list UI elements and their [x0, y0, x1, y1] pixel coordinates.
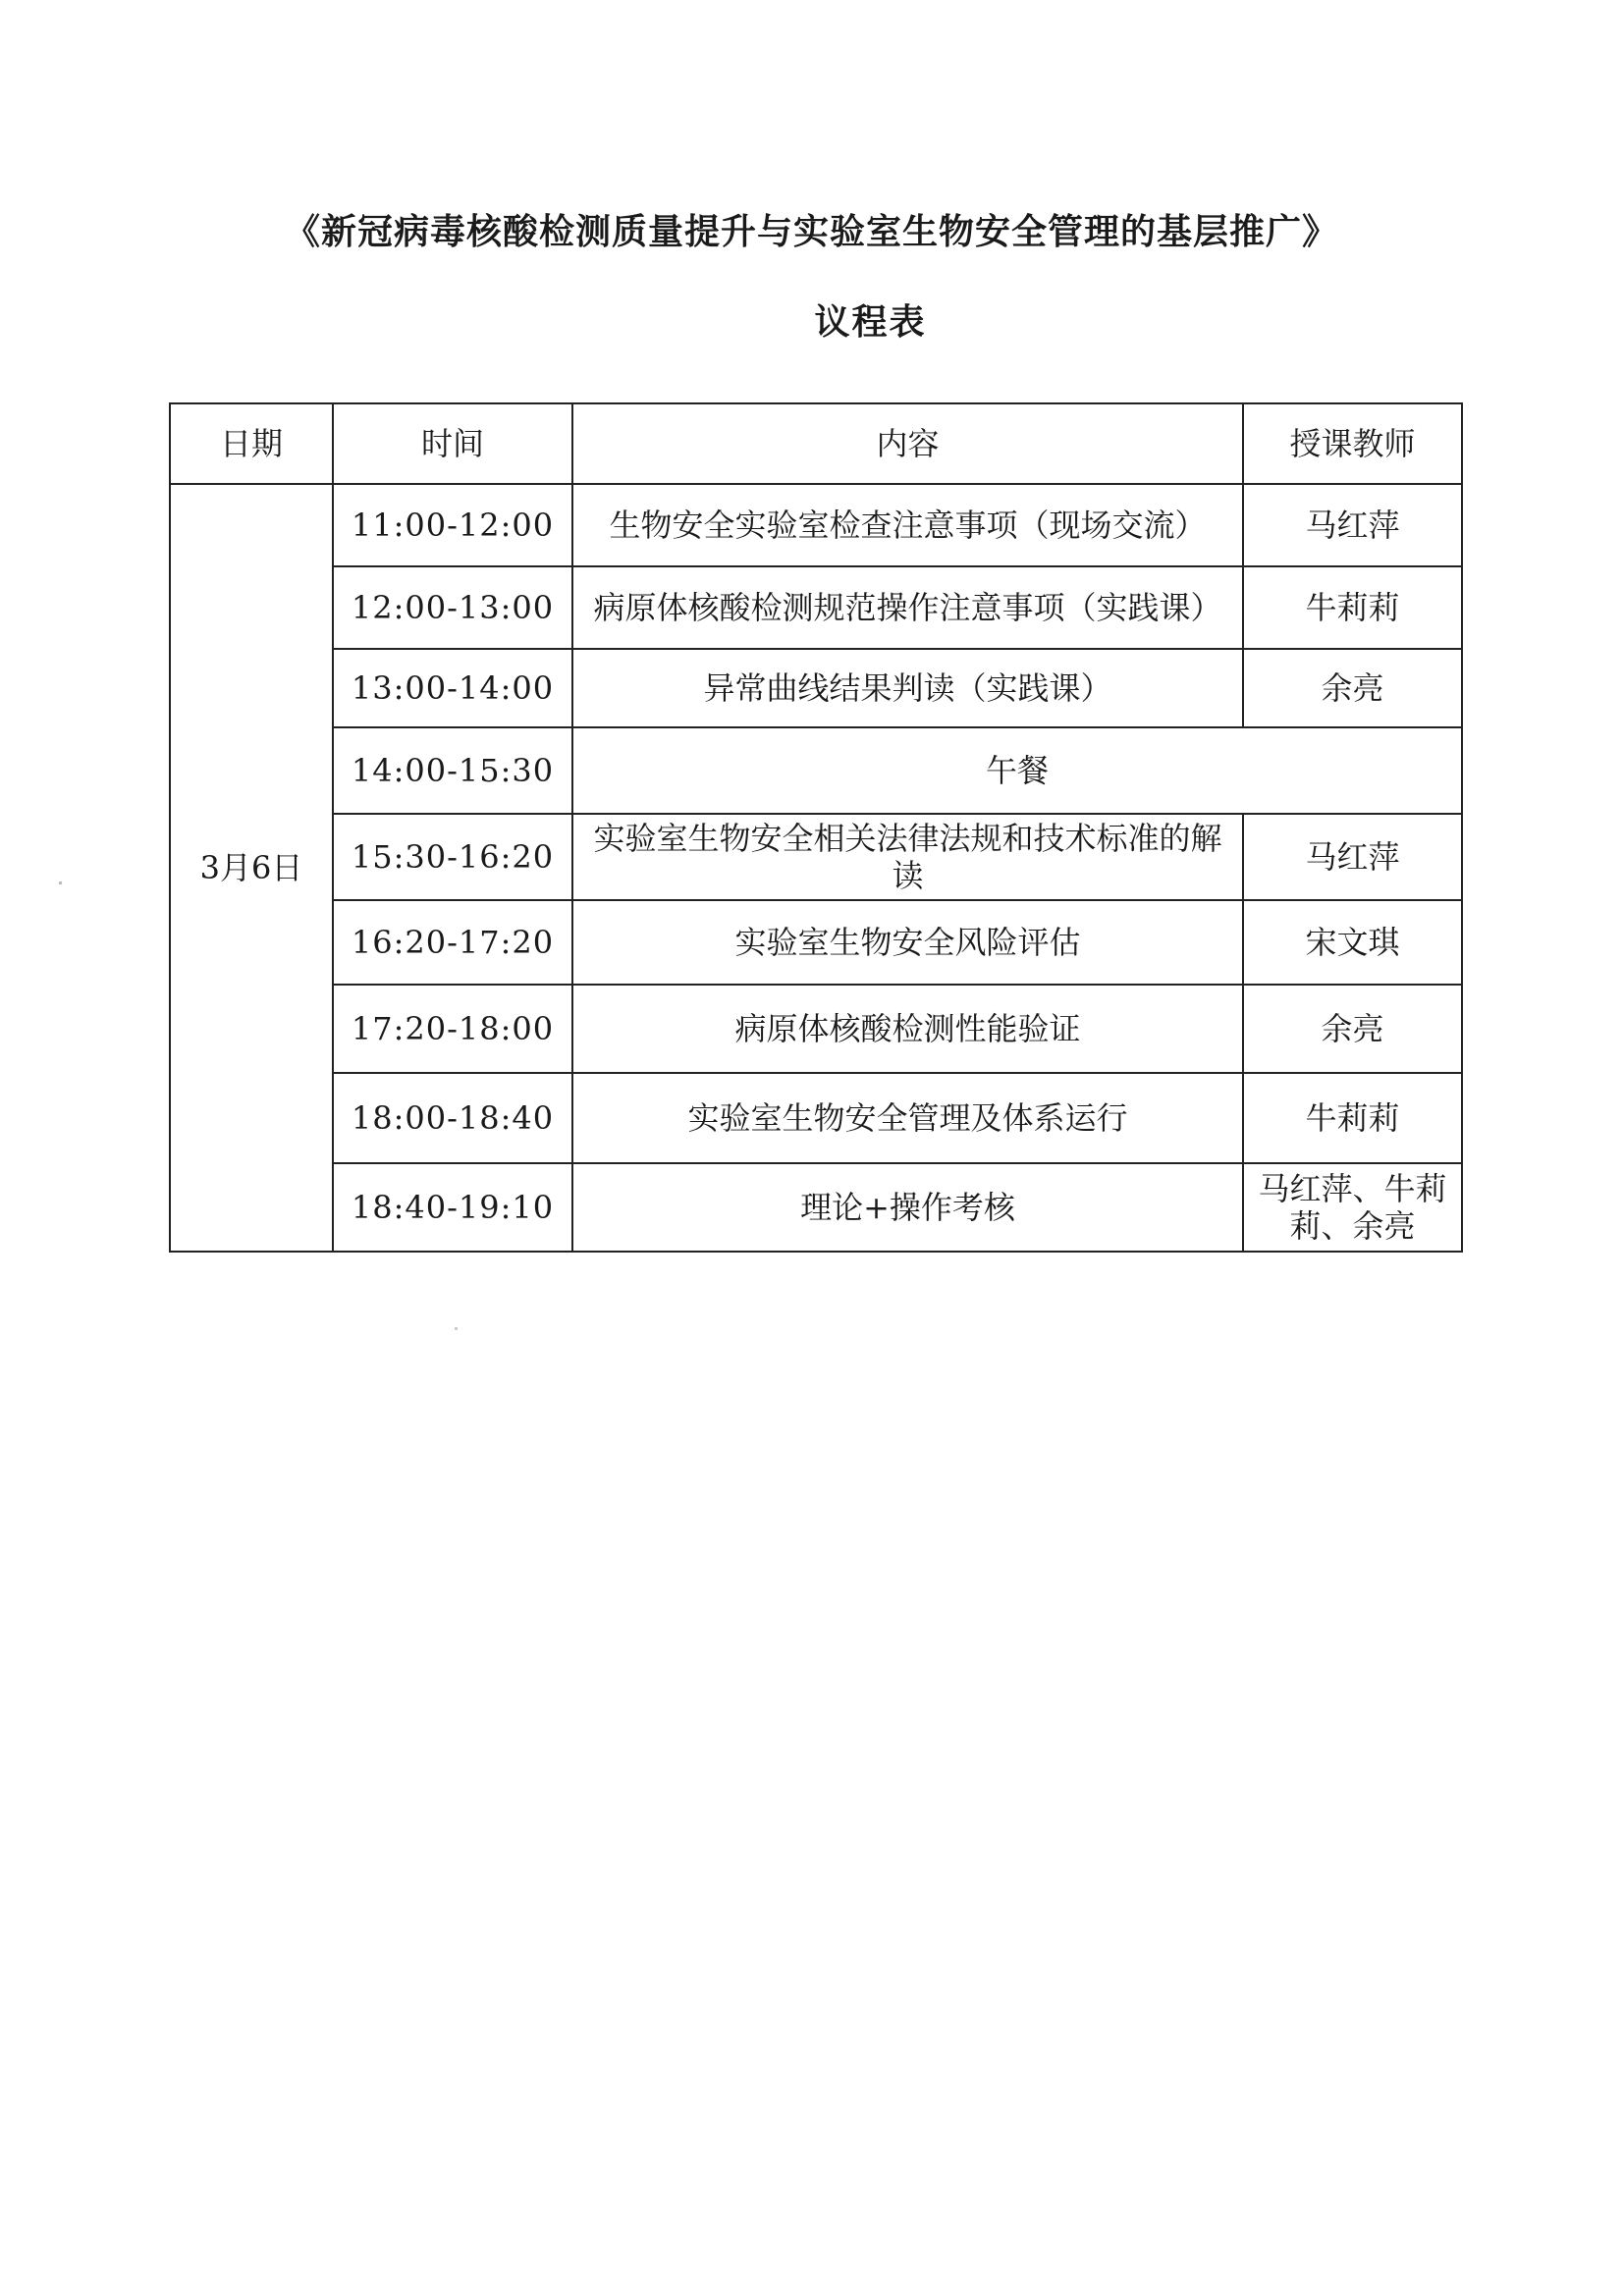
time-cell: 12:00-13:00 [333, 566, 572, 649]
content-cell: 病原体核酸检测性能验证 [572, 985, 1243, 1073]
time-cell: 15:30-16:20 [333, 814, 572, 900]
table-row [170, 727, 1462, 814]
time-cell: 11:00-12:00 [333, 484, 572, 566]
date-cell: 3月6日 [170, 484, 333, 1252]
table-row [170, 484, 1462, 566]
table-row [170, 1073, 1462, 1163]
table-row [170, 814, 1462, 900]
teacher-cell: 宋文琪 [1243, 900, 1462, 985]
content-cell: 病原体核酸检测规范操作注意事项（实践课） [572, 566, 1243, 649]
table-row [170, 985, 1462, 1073]
time-cell: 18:40-19:10 [333, 1163, 572, 1252]
document-subtitle: 议程表 [814, 301, 927, 343]
scan-speck [455, 1327, 458, 1330]
header-content: 内容 [572, 403, 1243, 484]
teacher-cell: 牛莉莉 [1243, 1073, 1462, 1163]
table-row [170, 649, 1462, 727]
header-time: 时间 [333, 403, 572, 484]
table-header-row [170, 403, 1462, 484]
teacher-cell: 余亮 [1243, 985, 1462, 1073]
time-cell: 17:20-18:00 [333, 985, 572, 1073]
teacher-cell: 马红萍 [1243, 814, 1462, 900]
table-row [170, 1163, 1462, 1252]
time-cell: 13:00-14:00 [333, 649, 572, 727]
content-cell: 生物安全实验室检查注意事项（现场交流） [572, 484, 1243, 566]
teacher-cell: 马红萍 [1243, 484, 1462, 566]
content-cell: 异常曲线结果判读（实践课） [572, 649, 1243, 727]
content-cell: 实验室生物安全管理及体系运行 [572, 1073, 1243, 1163]
table-row [170, 566, 1462, 649]
document-title: 《新冠病毒核酸检测质量提升与实验室生物安全管理的基层推广》 [284, 211, 1338, 252]
content-cell: 实验室生物安全相关法律法规和技术标准的解读 [572, 814, 1243, 900]
header-teacher: 授课教师 [1243, 403, 1462, 484]
scan-speck [59, 881, 62, 884]
time-cell: 18:00-18:40 [333, 1073, 572, 1163]
content-cell: 理论+操作考核 [572, 1163, 1243, 1252]
teacher-cell: 马红萍、牛莉莉、余亮 [1243, 1163, 1462, 1252]
table-row [170, 900, 1462, 985]
content-cell: 实验室生物安全风险评估 [572, 900, 1243, 985]
time-cell: 16:20-17:20 [333, 900, 572, 985]
content-cell: 午餐 [572, 727, 1462, 814]
header-date: 日期 [170, 403, 333, 484]
time-cell: 14:00-15:30 [333, 727, 572, 814]
teacher-cell: 牛莉莉 [1243, 566, 1462, 649]
teacher-cell: 余亮 [1243, 649, 1462, 727]
agenda-table [169, 402, 1463, 1253]
